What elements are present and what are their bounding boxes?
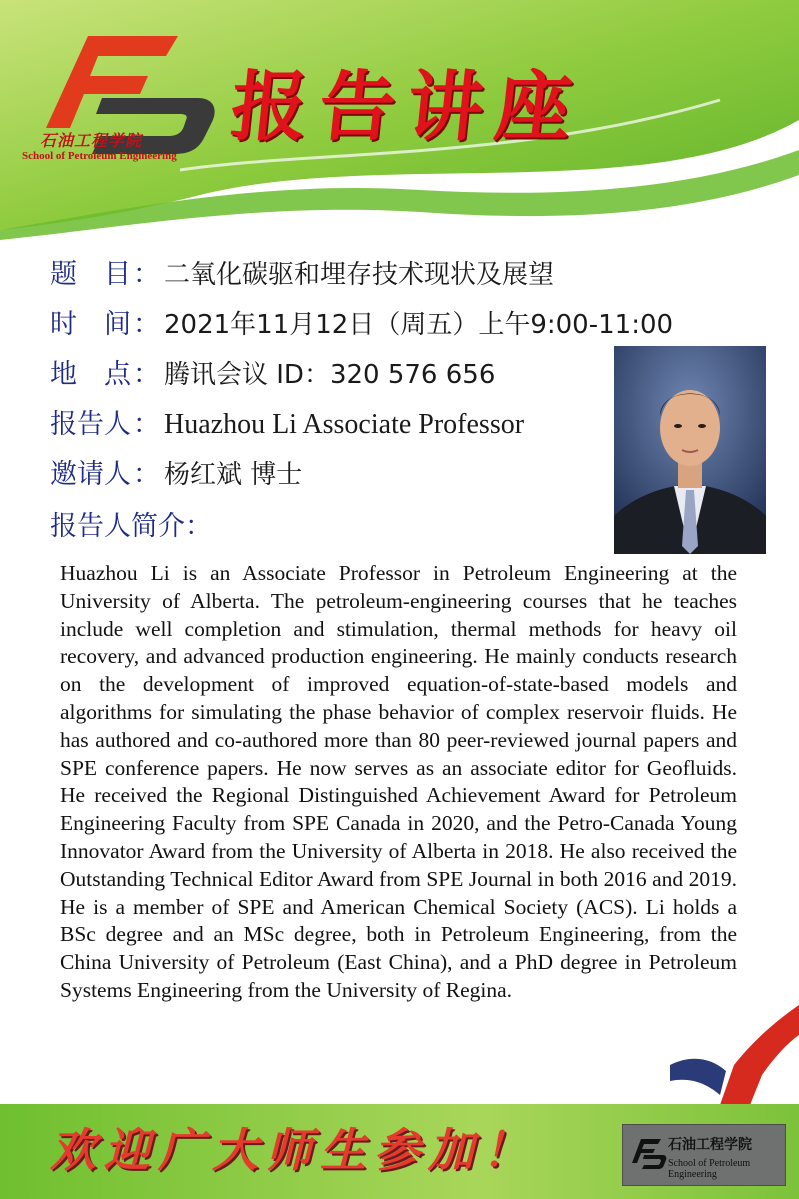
footer-logo-english: School of Petroleum Engineering [668,1158,751,1180]
inviter-label: 邀请人 [50,459,131,490]
topic-value: 二氧化碳驱和埋存技术现状及展望 [164,260,555,290]
colon: ： [133,259,160,290]
time-value: 2021年11月12日（周五）上午9:00-11:00 [164,310,674,340]
bio-text: Huazhou Li is an Associate Professor in Petroleum Engineering at the University of Alberta. The petroleum-engineering courses that he teaches include well completion and stimulation, thermal methods for heavy oil recovery, and advanced production engineering. He mainly conducts research on the development of improved equation-of-state-based models and algorithms for simulating the phase behavior of complex reservoir fluids. He has authored and co-authored more than 80 peer-reviewed journal papers and SPE conference papers. He now serves as an associate editor for Geofluids. He received the Regional Distinguished Achievement Award for Petroleum Engineering Faculty from SPE Canada in 2020, and the Petro-Canada Young Innovator Award from the University of Alberta in 2018. He also received the Outstanding Technical Editor Award from SPE Journal in both 2016 and 2019. He is a member of SPE and American Chemical Society (ACS). Li holds a BSc degree and an MSc degree, both in Petroleum Engineering, from the China University of Petroleum (East China), and a PhD degree in Petroleum Systems Engineering from the University of Regina. [60,561,737,1002]
info-inviter [50,452,302,491]
info-place [50,352,495,391]
topic-label: 题 目 [50,259,131,290]
welcome-text: 欢迎广大师生参加！ [50,1123,536,1177]
colon: ： [133,459,160,490]
speaker-photo [614,346,766,554]
page-title: 报告讲座 [226,62,589,151]
speaker-portrait [614,346,766,554]
speaker-value: Huazhou Li Associate Professor [164,409,525,440]
logo-english-text: School of Petroleum Engineering [22,150,177,162]
time-label: 时 间 [50,309,131,340]
info-topic [50,252,554,291]
colon: ： [133,309,160,340]
bio-heading: 报告人简介： [50,511,212,542]
colon: ： [133,359,160,390]
speaker-label: 报告人 [50,409,131,440]
footer-logo-chinese: 石油工程学院 [668,1137,752,1153]
inviter-value: 杨红斌 博士 [164,460,303,490]
footer-logo-icon [629,1135,669,1175]
logo-chinese-text: 石油工程学院 [40,131,143,150]
place-value: 腾讯会议 ID：320 576 656 [164,360,496,390]
info-time [50,302,673,341]
trophy-decoration [650,1005,799,1110]
colon: ： [133,409,160,440]
place-label: 地 点 [50,359,131,390]
info-speaker [50,402,524,441]
